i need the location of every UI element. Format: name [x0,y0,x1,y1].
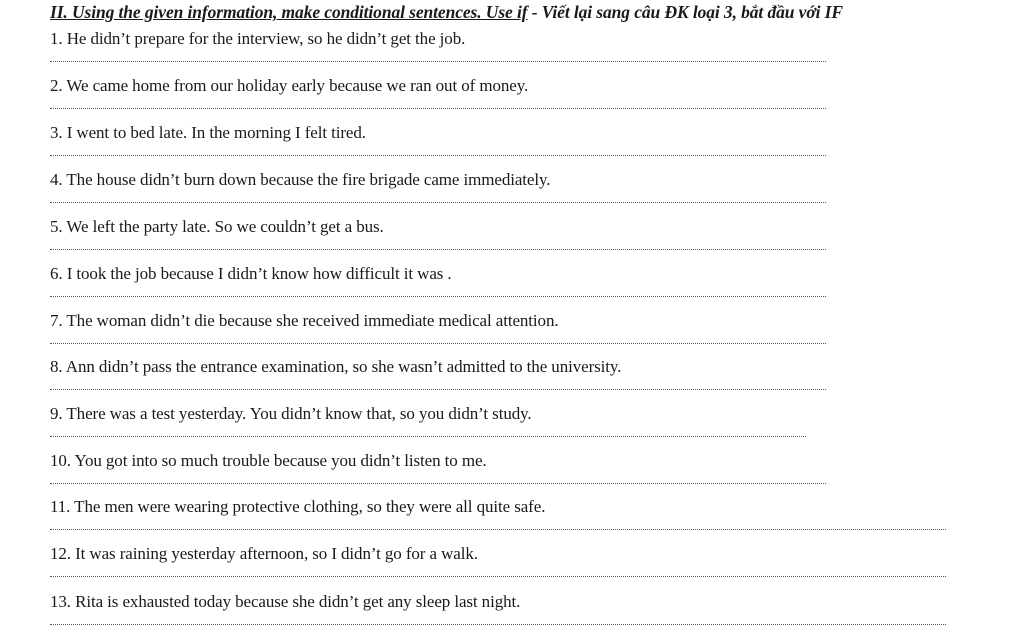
exercise-sentence: 8. Ann didn’t pass the entrance examination, so she wasn’t admitted to the university. [50,357,622,376]
exercise-item-9 [50,404,532,451]
answer-line[interactable] [50,529,946,530]
exercise-item-2 [50,76,528,123]
exercise-sentence: 4. The house didn’t burn down because the fire brigade came immediately. [50,170,551,189]
answer-line[interactable] [50,61,826,62]
answer-line[interactable] [50,389,826,390]
exercise-item-10 [50,451,487,498]
answer-line[interactable] [50,155,826,156]
exercise-item-1 [50,29,465,76]
heading-instruction: Viết lại sang câu ĐK loại 3, bắt đầu với IF [541,2,843,22]
answer-line[interactable] [50,576,946,577]
exercise-sentence: 9. There was a test yesterday. You didn’t know that, so you didn’t study. [50,404,532,423]
exercise-sentence: 2. We came home from our holiday early because we ran out of money. [50,76,529,95]
exercise-sentence: 11. The men were wearing protective clothing, so they were all quite safe. [50,497,546,516]
exercise-item-6 [50,264,452,311]
answer-line[interactable] [50,483,826,484]
exercise-sentence: 7. The woman didn’t die because she received immediate medical attention. [50,311,559,330]
answer-line[interactable] [50,436,806,437]
exercise-item-4 [50,170,550,217]
heading-title: II. Using the given information, make conditional sentences. Use if [50,2,528,22]
exercise-item-12 [50,544,478,591]
heading-separator: - [527,2,542,22]
answer-line[interactable] [50,108,826,109]
exercise-item-8 [50,357,621,404]
exercise-sentence: 6. I took the job because I didn’t know how difficult it was . [50,264,452,283]
answer-line[interactable] [50,624,946,625]
exercise-item-11 [50,497,545,544]
section-heading [50,2,843,23]
answer-line[interactable] [50,343,826,344]
exercise-sentence: 12. It was raining yesterday afternoon, so I didn’t go for a walk. [50,544,478,563]
answer-line[interactable] [50,249,826,250]
exercise-sentence: 10. You got into so much trouble because you didn’t listen to me. [50,451,487,470]
answer-line[interactable] [50,202,826,203]
exercise-sentence: 13. Rita is exhausted today because she didn’t get any sleep last night. [50,592,521,611]
exercise-item-13 [50,592,520,639]
exercise-sentence: 1. He didn’t prepare for the interview, so he didn’t get the job. [50,29,466,48]
exercise-item-3 [50,123,366,170]
answer-line[interactable] [50,296,826,297]
exercise-item-7 [50,311,559,358]
exercise-sentence: 5. We left the party late. So we couldn’t get a bus. [50,217,384,236]
exercise-sentence: 3. I went to bed late. In the morning I felt tired. [50,123,366,142]
exercise-item-5 [50,217,384,264]
